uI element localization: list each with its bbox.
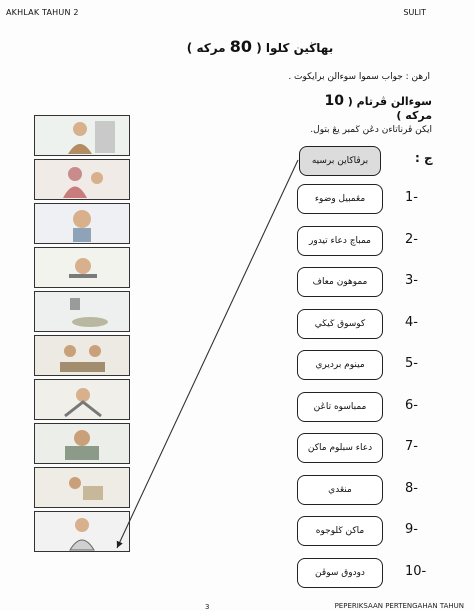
option-box: دعاء سبلوم ماكن [297,433,383,463]
option-box: مموهون معاف [297,267,383,297]
example-answer-box: برڤاكاين برسيه [299,146,381,176]
subject-header: AKHLAK TAHUN 2 [6,8,79,17]
question-number: 9- [405,522,418,537]
section-instruction: ايكن ڤرناتاءن دڠن ڬمبر يڠ بتول. [310,125,432,135]
bathing-picture [34,115,130,156]
washing-hands-picture [34,291,130,332]
general-instruction: ارهن : جواب سموا سوءالن برايكوت . [288,72,430,82]
section-title [300,93,432,122]
reading-picture [34,467,130,508]
page-number: 3 [205,603,210,611]
question-number: 3- [405,273,418,288]
section-prefix: سوءالن ڤرتام ( [347,95,432,108]
question-number: 10- [405,564,427,579]
eating-picture [34,335,130,376]
playing-picture [34,379,130,420]
title-marks: 80 [229,37,253,56]
option-box: دودوق سوڤن [297,558,383,588]
praying-picture [34,159,130,200]
toothbrush-picture [34,247,130,288]
question-number: 8- [405,481,418,496]
option-box: ممباسوه تاڠن [297,392,383,422]
option-box: ماكن ڬلوجوه [297,516,383,546]
page-title [180,37,340,56]
apologizing-picture [34,423,130,464]
option-box: مينوم برديري [297,350,383,380]
question-number: 6- [405,398,418,413]
question-number: 5- [405,356,418,371]
question-number: 2- [405,232,418,247]
option-box: كوسوق ڬيڬي [297,309,383,339]
section-suffix: مركه ) [396,109,432,122]
title-prefix: بهاڬين كلوا ( [256,41,334,55]
question-number: 7- [405,439,418,454]
sitting-picture [34,203,130,244]
exam-footer: PEPERIKSAAN PERTENGAHAN TAHUN [334,602,464,610]
clean-clothes-picture [34,511,130,552]
confidential-label: SULIT [403,8,426,17]
question-number: 1- [405,190,418,205]
question-number: 4- [405,315,418,330]
option-box: مڠمبيل وضوء [297,184,383,214]
answer-label: ج : [415,151,433,165]
option-box: منڠدي [297,475,383,505]
section-marks: 10 [324,93,344,109]
picture-column [34,115,130,555]
option-box: ممباچ دعاء تيدور [297,226,383,256]
title-suffix: مركه ) [186,41,226,55]
